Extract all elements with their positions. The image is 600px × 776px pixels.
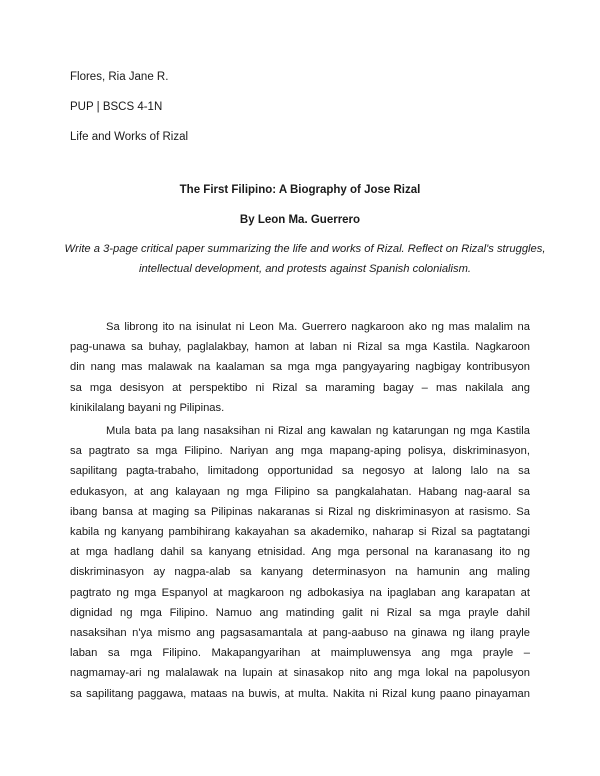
paragraph-line: diskriminasyon ay nagpa-alab sa kanyang determinasyon na hamunin ang maling <box>70 566 530 579</box>
paragraph-line: nasaksihan n'ya mismo ang pagsasamantala at pang-aabuso na ginawa ng ilang prayle <box>70 627 530 639</box>
course-section: PUP | BSCS 4-1N <box>70 101 163 113</box>
paragraph-line: din nang mas malawak na kaalaman sa mga mga pangyayaring nagbigay kontribusyon <box>70 361 530 374</box>
paragraph-line: edukasyon, at ang kalayaan ng mga Filipino sa pangkalahatan. Habang nag-aaral sa <box>70 485 530 498</box>
paragraph-line: sa sapilitang paggawa, mataas na buwis, at multa. Nakita ni Rizal kung paano pinayaman <box>70 687 530 700</box>
paragraph-line: laban sa mga Filipino. Makapangyarihan at maimpluwensya ang mga prayle – <box>70 647 530 660</box>
paragraph-line: dignidad ng mga Filipino. Namuo ang matinding galit ni Rizal sa mga prayle dahil <box>70 606 530 619</box>
paragraph-line: pag-unawa sa buhay, paglalakbay, hamon at laban ni Rizal sa mga Kastila. Nagkaroon <box>70 341 530 354</box>
paragraph-line: ibang bansa at maging sa Pilipinas nakaranas si Rizal ng diskriminasyon at rasismo. Sa <box>70 505 530 518</box>
subject-name: Life and Works of Rizal <box>70 131 189 143</box>
paragraph-line: sa mga desisyon at perspektibo ni Rizal sa maraming bagay – mas nakilala ang <box>70 381 530 394</box>
paragraph-line: sapilitang pagta-trabaho, limitadong opportunidad sa negosyo at lalong lalo na sa <box>70 465 530 478</box>
paragraph-line: nagmamay-ari ng malalawak na lupain at sinasakop nito ang mga lokal na papolusyon <box>70 667 530 680</box>
paragraph-line: Mula bata pa lang nasaksihan ni Rizal ang kawalan ng katarungan ng mga Kastila <box>106 425 530 437</box>
paragraph-line: kabila ng kanyang pambihirang kakayahan sa akademiko, naharap si Rizal sa pagtatangi <box>70 526 530 538</box>
instructions: Write a 3-page critical paper summarizing the life and works of Rizal. Reflect on Rizal's struggles, intellectual development, and protests against Spanish colonialism. <box>64 243 546 275</box>
paragraph-line: Sa librong ito na isinulat ni Leon Ma. Guerrero nagkaroon ako ng mas malalim na <box>106 321 530 333</box>
author-name: Flores, Ria Jane R. <box>70 71 169 83</box>
paragraph-line: at mga hadlang dahil sa kanyang etnisidad. Ang mga personal na karanasang ito ng <box>70 546 530 559</box>
paragraph-line: pagtrato ng mga Espanyol at magkaroon ng adbokasiya na ipaglaban ang karapatan at <box>70 586 530 599</box>
paragraph-line: sa pagtrato sa mga Filipino. Nariyan ang mga mapang-aping polisya, diskriminasyon, <box>70 445 530 458</box>
paragraph-line: kinikilalang bayani ng Pilipinas. <box>70 401 225 414</box>
document-title: The First Filipino: A Biography of Jose Rizal <box>179 184 421 196</box>
book-author: By Leon Ma. Guerrero <box>239 214 361 226</box>
